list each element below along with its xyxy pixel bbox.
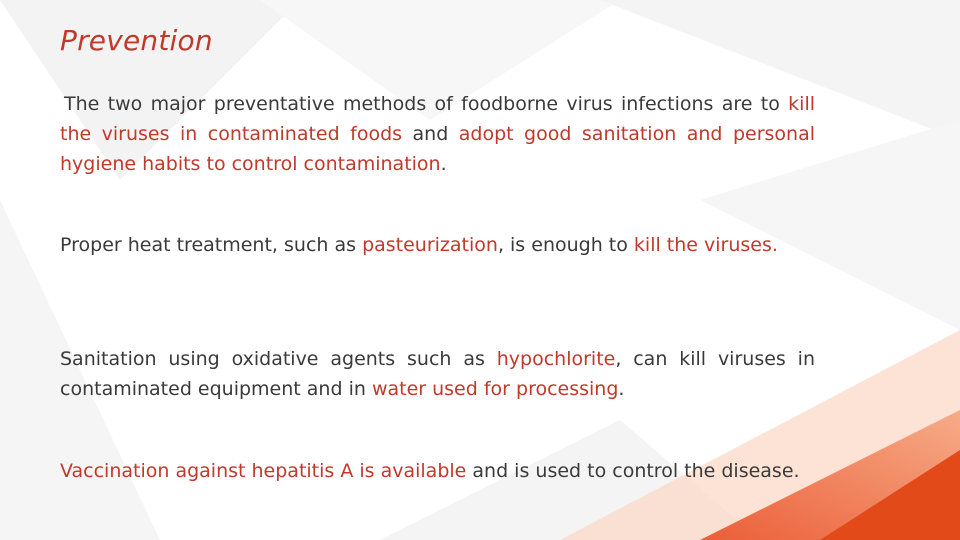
p1-text-3: . [440,153,447,175]
p2-text-2: , is enough to [497,234,634,256]
p1-highlight-2: adopt good sanitation and personal hygiene habits to control contamination [60,123,815,175]
p1-highlight-1: kill the viruses in contaminated foods [60,93,815,145]
paragraph-vaccination [60,456,815,486]
p1-text-2: and [402,123,459,145]
paragraph-heat-treatment [60,230,815,260]
p3-highlight-2: water used for processing [371,378,619,400]
slide-title: Prevention [60,24,213,57]
p3-text-3: . [618,378,625,400]
p2-highlight-2: kill the viruses. [633,234,778,256]
p3-text-2: , can kill viruses in contaminated equipment and in [60,348,815,400]
p4-text-1: and is used to control the disease. [466,460,800,482]
p2-highlight-1: pasteurization [362,234,498,256]
p4-highlight-1: Vaccination against hepatitis A is available [60,460,467,482]
p2-text-1: Proper heat treatment, such as [60,234,363,256]
p3-highlight-1: hypochlorite [496,348,616,370]
p1-text-1: The two major preventative methods of foodborne virus infections are to [64,93,789,115]
paragraph-sanitation [60,344,815,404]
paragraph-prevention-methods [60,89,815,179]
p3-text-1: Sanitation using oxidative agents such as [60,348,497,370]
